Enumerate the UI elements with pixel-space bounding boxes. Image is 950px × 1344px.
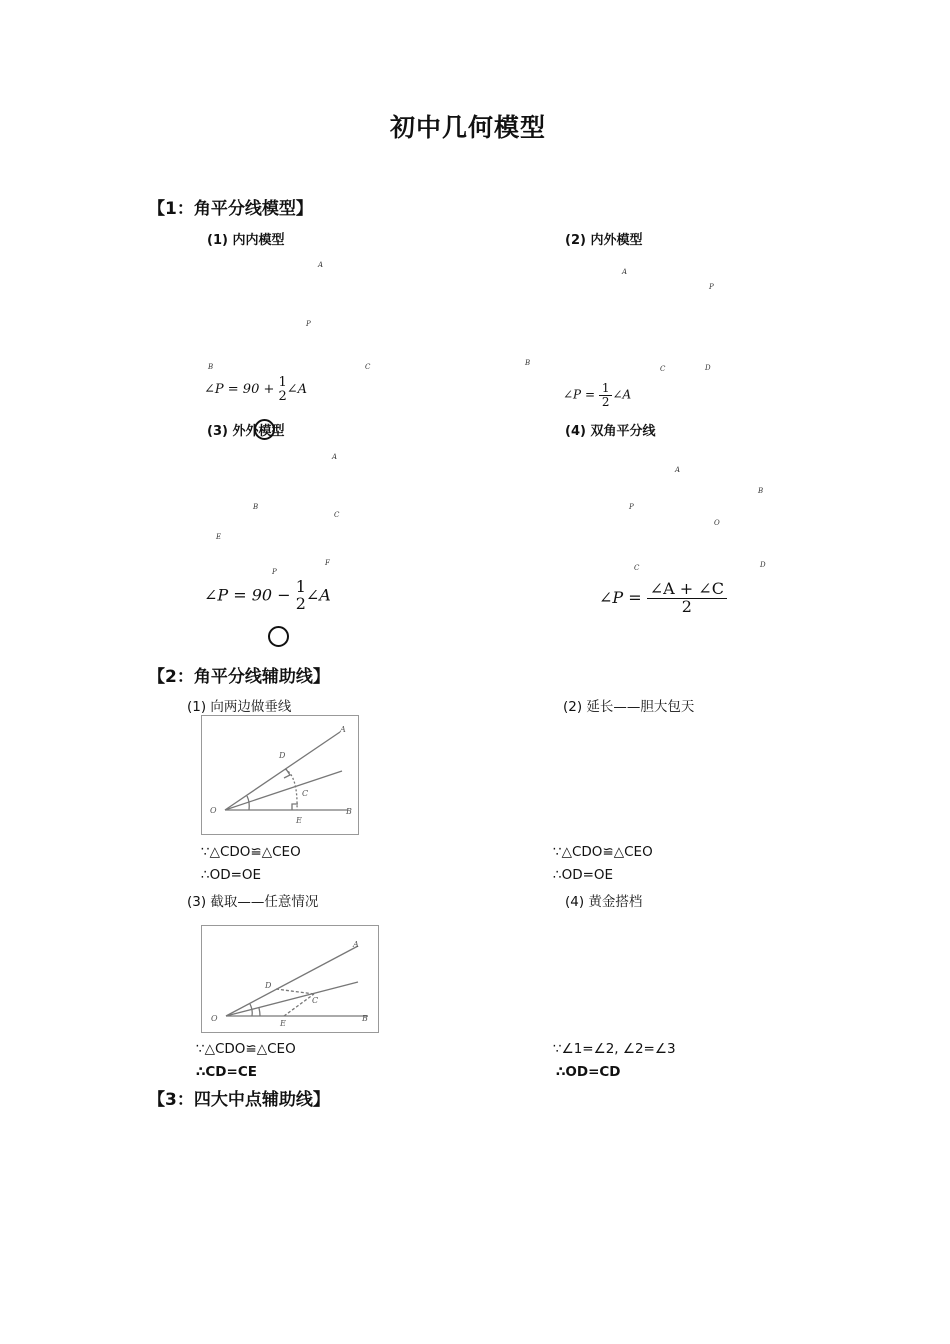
- formula3-denominator: 2: [295, 593, 306, 613]
- proof-3-line-1: ∵△CDO≌△CEO: [196, 1041, 296, 1057]
- fig3-point-b: B: [253, 503, 259, 511]
- fig3-point-p: P: [272, 568, 277, 576]
- fig2-point-d: D: [705, 364, 711, 372]
- formula2-rhs: ∠A: [612, 387, 632, 402]
- formula1-lhs: ∠P = 90 +: [204, 382, 279, 398]
- fig4-point-b: B: [758, 487, 764, 495]
- subheading-extend: (2) 延长——胆大包天: [563, 699, 695, 715]
- subheading-intercept: (3) 截取——任意情况: [187, 894, 319, 910]
- fig2-label-d: D: [265, 981, 272, 990]
- angle-bisector-intercept-figure: [201, 925, 379, 1033]
- fig2-point-b: B: [525, 359, 531, 367]
- figure2-svg: [202, 926, 378, 1032]
- fig2-label-e: E: [280, 1019, 286, 1028]
- fig2-label-o: O: [211, 1014, 218, 1023]
- formula2-fraction: [599, 382, 613, 408]
- formula2-denominator: 2: [601, 394, 610, 409]
- subheading-outer-outer: (3) 外外模型: [207, 424, 285, 439]
- formula2-numerator: 1: [599, 382, 613, 396]
- fig3-point-a: A: [332, 453, 338, 461]
- proof-2-line-2: ∴OD=OE: [553, 867, 614, 883]
- formula2-lhs: ∠P =: [563, 387, 599, 402]
- fig4-point-a: A: [675, 466, 681, 474]
- fig1-point-c: C: [365, 363, 371, 371]
- formula1-fraction: [279, 376, 287, 403]
- proof-1-line-1: ∵△CDO≌△CEO: [201, 844, 301, 860]
- fig3-point-c: C: [334, 511, 340, 519]
- proof-1-line-2: ∴OD=OE: [201, 867, 262, 883]
- section-3-heading: 【3：四大中点辅助线】: [148, 1090, 330, 1110]
- fig2-point-p: P: [709, 283, 714, 291]
- proof-4-line-1: ∵∠1=∠2, ∠2=∠3: [553, 1041, 676, 1057]
- subheading-golden-pair: (4) 黄金搭档: [565, 894, 643, 910]
- subheading-perpendiculars: (1) 向两边做垂线: [187, 699, 292, 715]
- subheading-double-bisector: (4) 双角平分线: [565, 424, 656, 439]
- proof-4-line-2: ∴OD=CD: [556, 1064, 621, 1080]
- fig1-point-a: A: [318, 261, 324, 269]
- formula1-rhs: ∠A: [286, 382, 308, 398]
- fig1-point-p: P: [306, 320, 311, 328]
- formula4-denominator: 2: [681, 596, 692, 616]
- fig1-label-d: D: [279, 751, 286, 760]
- subheading-inner-inner: (1) 内内模型: [207, 233, 285, 248]
- formula3-lhs: ∠P = 90 −: [204, 585, 296, 605]
- fig1-label-o: O: [210, 806, 217, 815]
- page-title: 初中几何模型: [390, 113, 547, 142]
- formula1-numerator: 1: [278, 375, 287, 390]
- fig1-point-b: B: [208, 363, 214, 371]
- formula-inner-outer: [563, 382, 631, 408]
- fig1-label-a: A: [340, 725, 346, 734]
- circle-mark-icon: [254, 419, 275, 440]
- fig2-point-c: C: [660, 365, 666, 373]
- formula1-denominator: 2: [278, 388, 287, 404]
- fig2-point-a: A: [622, 268, 628, 276]
- proof-3-line-2: ∴CD=CE: [196, 1064, 257, 1080]
- fig2-label-a: A: [353, 940, 359, 949]
- circle-mark-icon: [268, 626, 289, 647]
- fig2-label-c: C: [312, 996, 319, 1005]
- formula4-numerator: ∠A + ∠C: [647, 581, 727, 599]
- formula3-rhs: ∠A: [305, 585, 331, 605]
- fig4-point-c: C: [634, 564, 640, 572]
- formula4-fraction: [647, 581, 727, 616]
- formula-inner-inner: [204, 376, 307, 403]
- formula3-fraction: [296, 579, 306, 613]
- formula-outer-outer: [204, 579, 331, 613]
- fig1-label-e: E: [296, 816, 302, 825]
- fig4-point-d: D: [760, 561, 766, 569]
- fig4-point-o: O: [714, 519, 720, 527]
- fig3-point-e: E: [216, 533, 222, 541]
- fig1-label-b: B: [346, 807, 352, 816]
- fig4-point-p: P: [629, 503, 634, 511]
- subheading-inner-outer: (2) 内外模型: [565, 233, 643, 248]
- section-2-heading: 【2：角平分线辅助线】: [148, 667, 330, 687]
- formula-double-bisector: [599, 581, 727, 616]
- fig2-label-b: B: [362, 1014, 368, 1023]
- formula4-lhs: ∠P =: [599, 587, 647, 607]
- formula3-numerator: 1: [295, 577, 306, 596]
- fig1-label-c: C: [302, 789, 309, 798]
- proof-2-line-1: ∵△CDO≌△CEO: [553, 844, 653, 860]
- section-1-heading: 【1：角平分线模型】: [148, 199, 313, 219]
- angle-bisector-perpendicular-figure: [201, 715, 359, 835]
- fig3-point-f: F: [325, 559, 330, 567]
- figure1-svg: [202, 716, 358, 834]
